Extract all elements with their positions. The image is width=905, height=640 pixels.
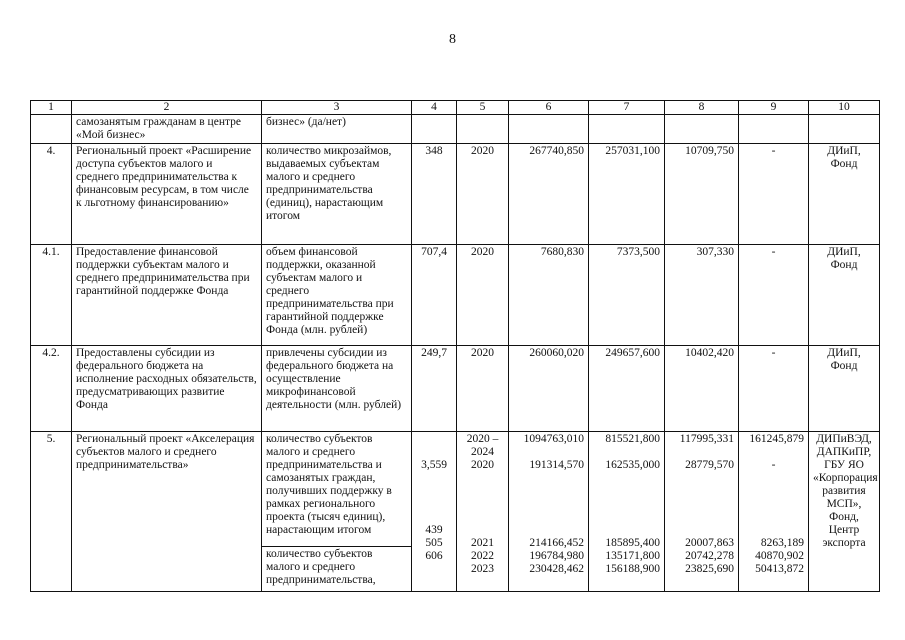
row-col9-2020: - bbox=[771, 459, 776, 471]
row-col6: 230428,462 bbox=[529, 563, 584, 575]
row-col8: 10402,420 bbox=[665, 346, 739, 432]
row-name: Предоставление финансовой поддержки субъектам малого и среднего предпринимательства при гарантийной поддержке Фонда bbox=[72, 245, 262, 346]
row-name: Региональный проект «Акселерация субъектов малого и среднего предпринимательства» bbox=[72, 432, 262, 592]
header-cell: 1 bbox=[31, 101, 72, 115]
row-year: 2020 bbox=[457, 245, 509, 346]
row-col8-values bbox=[665, 432, 739, 592]
row-year: 2023 bbox=[471, 563, 494, 575]
row-col9: - bbox=[739, 144, 809, 245]
row-col8: 10709,750 bbox=[665, 144, 739, 245]
row-col6-values bbox=[509, 432, 589, 592]
row-value: 505 bbox=[425, 537, 443, 549]
continuation-row bbox=[31, 115, 880, 144]
row-year-range: 2020 – 2024 bbox=[466, 433, 499, 458]
row-col7: 135171,800 bbox=[605, 550, 660, 562]
row-col9: 50413,872 bbox=[755, 563, 804, 575]
row-col9: - bbox=[739, 346, 809, 432]
row-value: 606 bbox=[425, 550, 443, 562]
row-number: 4.2. bbox=[31, 346, 72, 432]
row-col7: 7373,500 bbox=[589, 245, 665, 346]
table-row bbox=[31, 245, 880, 346]
row-executor: ДИПиВЭД, ДАПКиПР, ГБУ ЯО «Корпорация развития МСП», Фонд, Центр экспорта bbox=[809, 432, 880, 592]
row-col7-values bbox=[589, 432, 665, 592]
row-col8: 20007,863 bbox=[685, 537, 734, 549]
row-indicator: количество микрозаймов, выдаваемых субъектам малого и среднего предпринимательства (единиц), нарастающим итогом bbox=[262, 144, 412, 245]
row-value: 348 bbox=[412, 144, 457, 245]
header-cell: 8 bbox=[665, 101, 739, 115]
row-col8: 20742,278 bbox=[685, 550, 734, 562]
row-year: 2020 bbox=[471, 459, 494, 471]
header-row bbox=[31, 101, 880, 115]
page-number: 8 bbox=[449, 32, 456, 47]
table-row-5 bbox=[31, 432, 880, 592]
row-number: 4.1. bbox=[31, 245, 72, 346]
row-indicator: привлечены субсидии из федерального бюджета на осуществление микрофинансовой деятельности (млн. рублей) bbox=[262, 346, 412, 432]
row-value: 707,4 bbox=[412, 245, 457, 346]
row-col6: 7680,830 bbox=[509, 245, 589, 346]
row-col8: 307,330 bbox=[665, 245, 739, 346]
row-executor: ДИиП, Фонд bbox=[809, 346, 880, 432]
row-col9: 8263,189 bbox=[760, 537, 804, 549]
row-values bbox=[412, 432, 457, 592]
header-cell: 2 bbox=[72, 101, 262, 115]
header-cell: 4 bbox=[412, 101, 457, 115]
row-value: 3,559 bbox=[421, 459, 447, 471]
row-indicator-2: количество субъектов малого и среднего предпринимательства, bbox=[266, 548, 376, 586]
row-col6-total: 1094763,010 bbox=[523, 433, 584, 445]
row-col9-values bbox=[739, 432, 809, 592]
row-col6: 196784,980 bbox=[529, 550, 584, 562]
row-number: 5. bbox=[31, 432, 72, 592]
header-cell: 10 bbox=[809, 101, 880, 115]
header-cell: 7 bbox=[589, 101, 665, 115]
row-year: 2020 bbox=[457, 144, 509, 245]
row-col7-2020: 162535,000 bbox=[605, 459, 660, 471]
row-col8: 23825,690 bbox=[685, 563, 734, 575]
program-table bbox=[30, 100, 880, 592]
row-col8-2020: 28779,570 bbox=[685, 459, 734, 471]
row-years bbox=[457, 432, 509, 592]
row-year: 2020 bbox=[457, 346, 509, 432]
row-col9: 40870,902 bbox=[755, 550, 804, 562]
row-col7: 185895,400 bbox=[605, 537, 660, 549]
header-cell: 3 bbox=[262, 101, 412, 115]
row-col6-2020: 191314,570 bbox=[529, 459, 584, 471]
table-row bbox=[31, 346, 880, 432]
table-row bbox=[31, 144, 880, 245]
row-col9-total: 161245,879 bbox=[749, 433, 804, 445]
row-year: 2022 bbox=[471, 550, 494, 562]
row-executor: ДИиП, Фонд bbox=[809, 144, 880, 245]
row-indicator-split bbox=[262, 432, 412, 592]
row-col6: 260060,020 bbox=[509, 346, 589, 432]
row-number: 4. bbox=[31, 144, 72, 245]
row-executor: ДИиП, Фонд bbox=[809, 245, 880, 346]
row-col7: 257031,100 bbox=[589, 144, 665, 245]
cell-empty bbox=[31, 115, 72, 144]
row-col6: 267740,850 bbox=[509, 144, 589, 245]
row-value: 249,7 bbox=[412, 346, 457, 432]
row-col9: - bbox=[739, 245, 809, 346]
row-col7-total: 815521,800 bbox=[605, 433, 660, 445]
row-col7: 249657,600 bbox=[589, 346, 665, 432]
row-name: Региональный проект «Расширение доступа субъектов малого и среднего предпринимательства к финансовым ресурсам, в том числе к льготному финансированию» bbox=[72, 144, 262, 245]
header-cell: 6 bbox=[509, 101, 589, 115]
row-indicator: количество субъектов малого и среднего предпринимательства и самозанятых граждан, получивших поддержку в рамках регионального проекта (тысяч единиц), нарастающим итогом bbox=[262, 432, 411, 547]
row-col7: 156188,900 bbox=[605, 563, 660, 575]
row-value: 439 bbox=[425, 524, 443, 536]
continuation-indicator: бизнес» (да/нет) bbox=[262, 115, 412, 144]
header-cell: 5 bbox=[457, 101, 509, 115]
header-cell: 9 bbox=[739, 101, 809, 115]
row-name: Предоставлены субсидии из федерального бюджета на исполнение расходных обязательств, предусматривающих развитие Фонда bbox=[72, 346, 262, 432]
row-indicator: объем финансовой поддержки, оказанной субъектам малого и среднего предпринимательства при гарантийной поддержке Фонда (млн. рублей) bbox=[262, 245, 412, 346]
row-col6: 214166,452 bbox=[529, 537, 584, 549]
continuation-name: самозанятым гражданам в центре «Мой бизнес» bbox=[72, 115, 262, 144]
row-year: 2021 bbox=[471, 537, 494, 549]
row-col8-total: 117995,331 bbox=[679, 433, 734, 445]
